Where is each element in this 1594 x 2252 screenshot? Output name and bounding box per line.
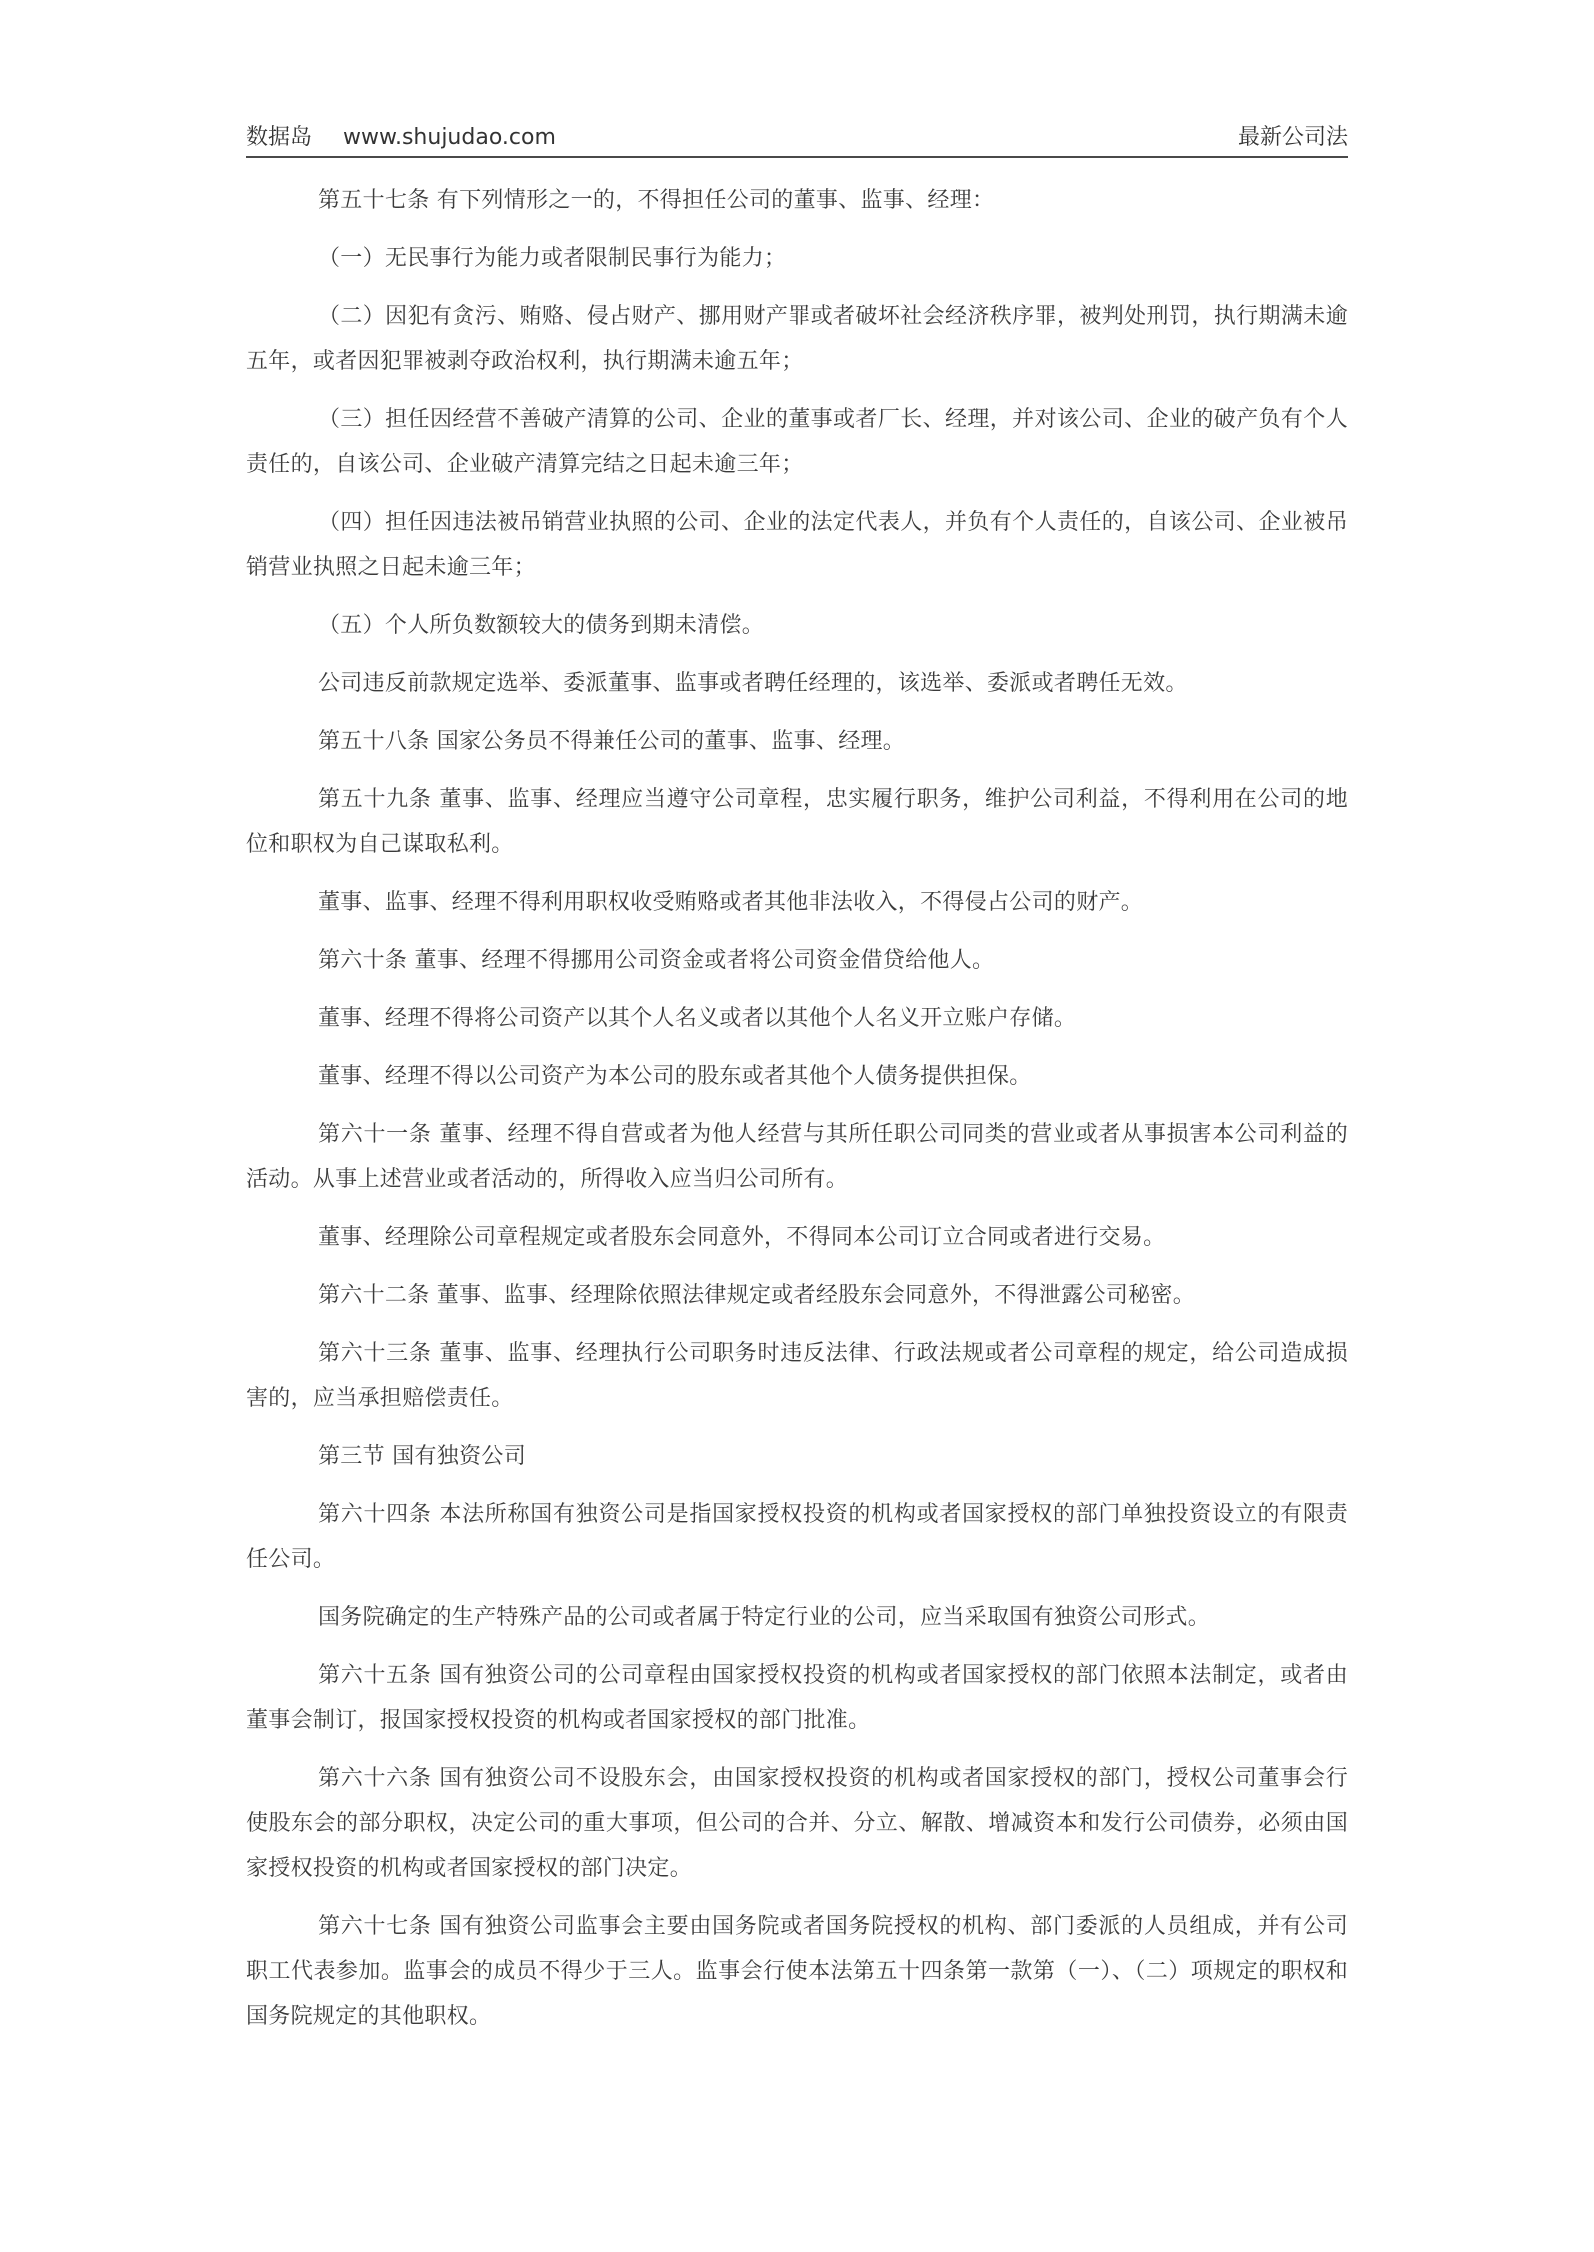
article-58: 第五十八条 国家公务员不得兼任公司的董事、监事、经理。: [318, 729, 906, 754]
page-header: [246, 118, 1348, 158]
article-60: 第六十条 董事、经理不得挪用公司资金或者将公司资金借贷给他人。: [318, 948, 995, 973]
article-57-item-5: （五）个人所负数额较大的债务到期未清偿。: [318, 613, 765, 638]
article-63: 第六十三条 董事、监事、经理执行公司职务时违反法律、行政法规或者公司章程的规定，给公司造成损害的，应当承担赔偿责任。: [246, 1341, 1348, 1411]
article-60-clause-3: 董事、经理不得以公司资产为本公司的股东或者其他个人债务提供担保。: [318, 1064, 1032, 1089]
article-67: 第六十七条 国有独资公司监事会主要由国务院或者国务院授权的机构、部门委派的人员组成，并有公司职工代表参加。监事会的成员不得少于三人。监事会行使本法第五十四条第一款第（一）、（二）项规定的职权和国务院规定的其他职权。: [246, 1914, 1348, 2029]
article-62: 第六十二条 董事、监事、经理除依照法律规定或者经股东会同意外，不得泄露公司秘密。: [318, 1283, 1195, 1308]
article-61-clause: 董事、经理除公司章程规定或者股东会同意外，不得同本公司订立合同或者进行交易。: [318, 1225, 1166, 1250]
article-61: 第六十一条 董事、经理不得自营或者为他人经营与其所任职公司同类的营业或者从事损害本公司利益的活动。从事上述营业或者活动的，所得收入应当归公司所有。: [246, 1122, 1348, 1192]
article-66: 第六十六条 国有独资公司不设股东会，由国家授权投资的机构或者国家授权的部门，授权公司董事会行使股东会的部分职权，决定公司的重大事项，但公司的合并、分立、解散、增减资本和发行公司债券，必须由国家授权投资的机构或者国家授权的部门决定。: [246, 1766, 1348, 1881]
section-3-heading: 第三节 国有独资公司: [318, 1444, 526, 1469]
article-59-clause: 董事、监事、经理不得利用职权收受贿赂或者其他非法收入，不得侵占公司的财产。: [318, 890, 1144, 915]
article-57-item-1: （一）无民事行为能力或者限制民事行为能力；: [318, 246, 787, 271]
site-url: www.shujudao.com: [343, 125, 556, 150]
article-57-item-2: （二）因犯有贪污、贿赂、侵占财产、挪用财产罪或者破坏社会经济秩序罪，被判处刑罚，执行期满未逾五年，或者因犯罪被剥夺政治权利，执行期满未逾五年；: [246, 304, 1348, 374]
article-60-clause-2: 董事、经理不得将公司资产以其个人名义或者以其他个人名义开立账户存储。: [318, 1006, 1077, 1031]
article-65: 第六十五条 国有独资公司的公司章程由国家授权投资的机构或者国家授权的部门依照本法制定，或者由董事会制订，报国家授权投资的机构或者国家授权的部门批准。: [246, 1663, 1348, 1733]
article-64-clause: 国务院确定的生产特殊产品的公司或者属于特定行业的公司，应当采取国有独资公司形式。: [318, 1605, 1211, 1630]
document-title: 最新公司法: [1237, 125, 1348, 150]
site-name: 数据岛: [246, 125, 313, 150]
article-64: 第六十四条 本法所称国有独资公司是指国家授权投资的机构或者国家授权的部门单独投资设立的有限责任公司。: [246, 1502, 1348, 1572]
article-59: 第五十九条 董事、监事、经理应当遵守公司章程，忠实履行职务，维护公司利益，不得利用在公司的地位和职权为自己谋取私利。: [246, 787, 1348, 857]
article-57-clause: 公司违反前款规定选举、委派董事、监事或者聘任经理的，该选举、委派或者聘任无效。: [318, 671, 1188, 696]
article-57-item-4: （四）担任因违法被吊销营业执照的公司、企业的法定代表人，并负有个人责任的，自该公司、企业被吊销营业执照之日起未逾三年；: [246, 510, 1348, 580]
header-left: [246, 120, 556, 151]
article-57-heading: 第五十七条 有下列情形之一的，不得担任公司的董事、监事、经理：: [318, 188, 995, 213]
document-body: [246, 178, 1348, 2052]
article-57-item-3: （三）担任因经营不善破产清算的公司、企业的董事或者厂长、经理，并对该公司、企业的破产负有个人责任的，自该公司、企业破产清算完结之日起未逾三年；: [246, 407, 1348, 477]
